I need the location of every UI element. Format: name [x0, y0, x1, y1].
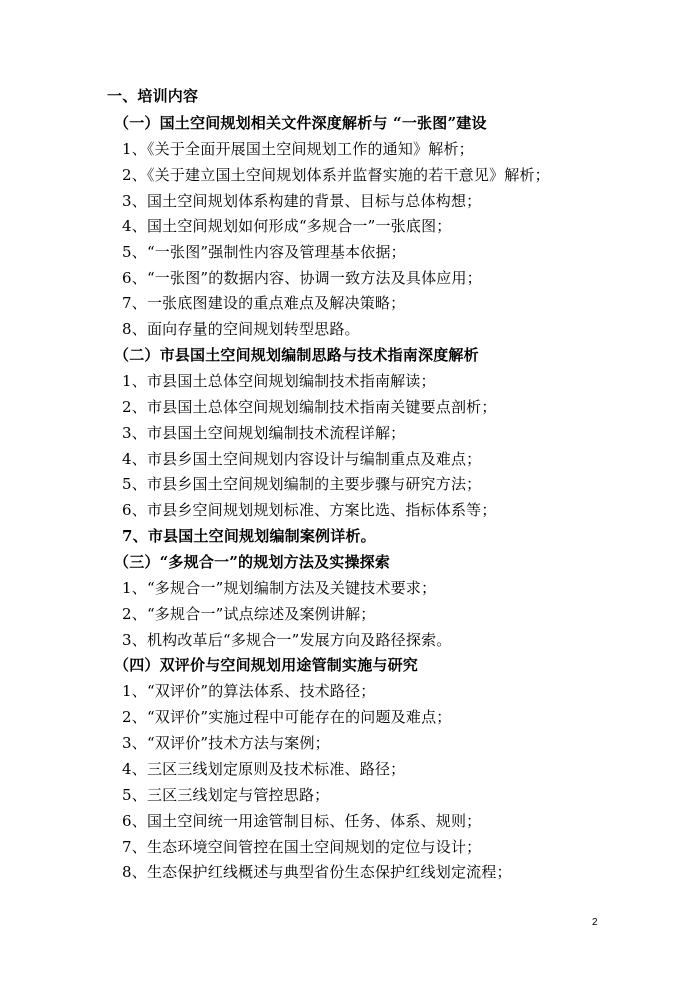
subsection-title: （二）市县国土空间规划编制思路与技术指南深度解析	[114, 346, 479, 364]
page-number: 2	[592, 917, 598, 928]
list-item: 6、“一张图”的数据内容、协调一致方法及具体应用；	[122, 269, 482, 287]
list-item: 7、市县国土空间规划编制案例详析。	[122, 527, 376, 545]
list-item: 3、国土空间规划体系构建的背景、目标与总体构想；	[122, 192, 482, 210]
list-item: 8、生态保护红线概述与典型省份生态保护红线划定流程；	[122, 863, 512, 881]
list-item: 2、市县国土总体空间规划编制技术指南关键要点剖析；	[122, 398, 497, 416]
list-item: 7、生态环境空间管控在国土空间规划的定位与设计；	[122, 838, 482, 856]
list-item: 2、《关于建立国土空间规划体系并监督实施的若干意见》解析；	[122, 166, 550, 184]
list-item: 6、国土空间统一用途管制目标、任务、体系、规则；	[122, 812, 482, 830]
subsection-title: （三）“多规合一”的规划方法及实操探索	[114, 553, 391, 571]
list-item: 1、“双评价”的算法体系、技术路径；	[122, 682, 376, 700]
list-item: 3、机构改革后“多规合一”发展方向及路径探索。	[122, 631, 452, 649]
list-item: 4、市县乡国土空间规划内容设计与编制重点及难点；	[122, 450, 482, 468]
list-item: 4、国土空间规划如何形成“多规合一”一张底图；	[122, 217, 452, 235]
list-item: 1、“多规合一”规划编制方法及关键技术要求；	[122, 579, 437, 597]
list-item: 3、“双评价”技术方法与案例；	[122, 734, 330, 752]
list-item: 2、“双评价”实施过程中可能存在的问题及难点；	[122, 708, 452, 726]
list-item: 3、市县国土空间规划编制技术流程详解；	[122, 424, 406, 442]
list-item: 5、三区三线划定与管控思路；	[122, 786, 330, 804]
list-item: 8、面向存量的空间规划转型思路。	[122, 320, 360, 338]
list-item: 1、《关于全面开展国土空间规划工作的通知》解析；	[122, 140, 474, 158]
subsection-title: （一）国土空间规划相关文件深度解析与 “一张图”建设	[114, 114, 487, 132]
list-item: 5、市县乡国土空间规划编制的主要步骤与研究方法；	[122, 475, 482, 493]
section-heading: 一、培训内容	[107, 87, 199, 105]
list-item: 1、市县国土总体空间规划编制技术指南解读；	[122, 372, 436, 390]
list-item: 4、三区三线划定原则及技术标准、路径；	[122, 760, 406, 778]
subsection-title: （四）双评价与空间规划用途管制实施与研究	[114, 656, 419, 674]
list-item: 7、一张底图建设的重点难点及解决策略；	[122, 294, 406, 312]
list-item: 5、“一张图”强制性内容及管理基本依据；	[122, 243, 406, 261]
list-item: 6、市县乡空间规划规划标准、方案比选、指标体系等；	[122, 501, 497, 519]
list-item: 2、“多规合一”试点综述及案例讲解；	[122, 605, 376, 623]
